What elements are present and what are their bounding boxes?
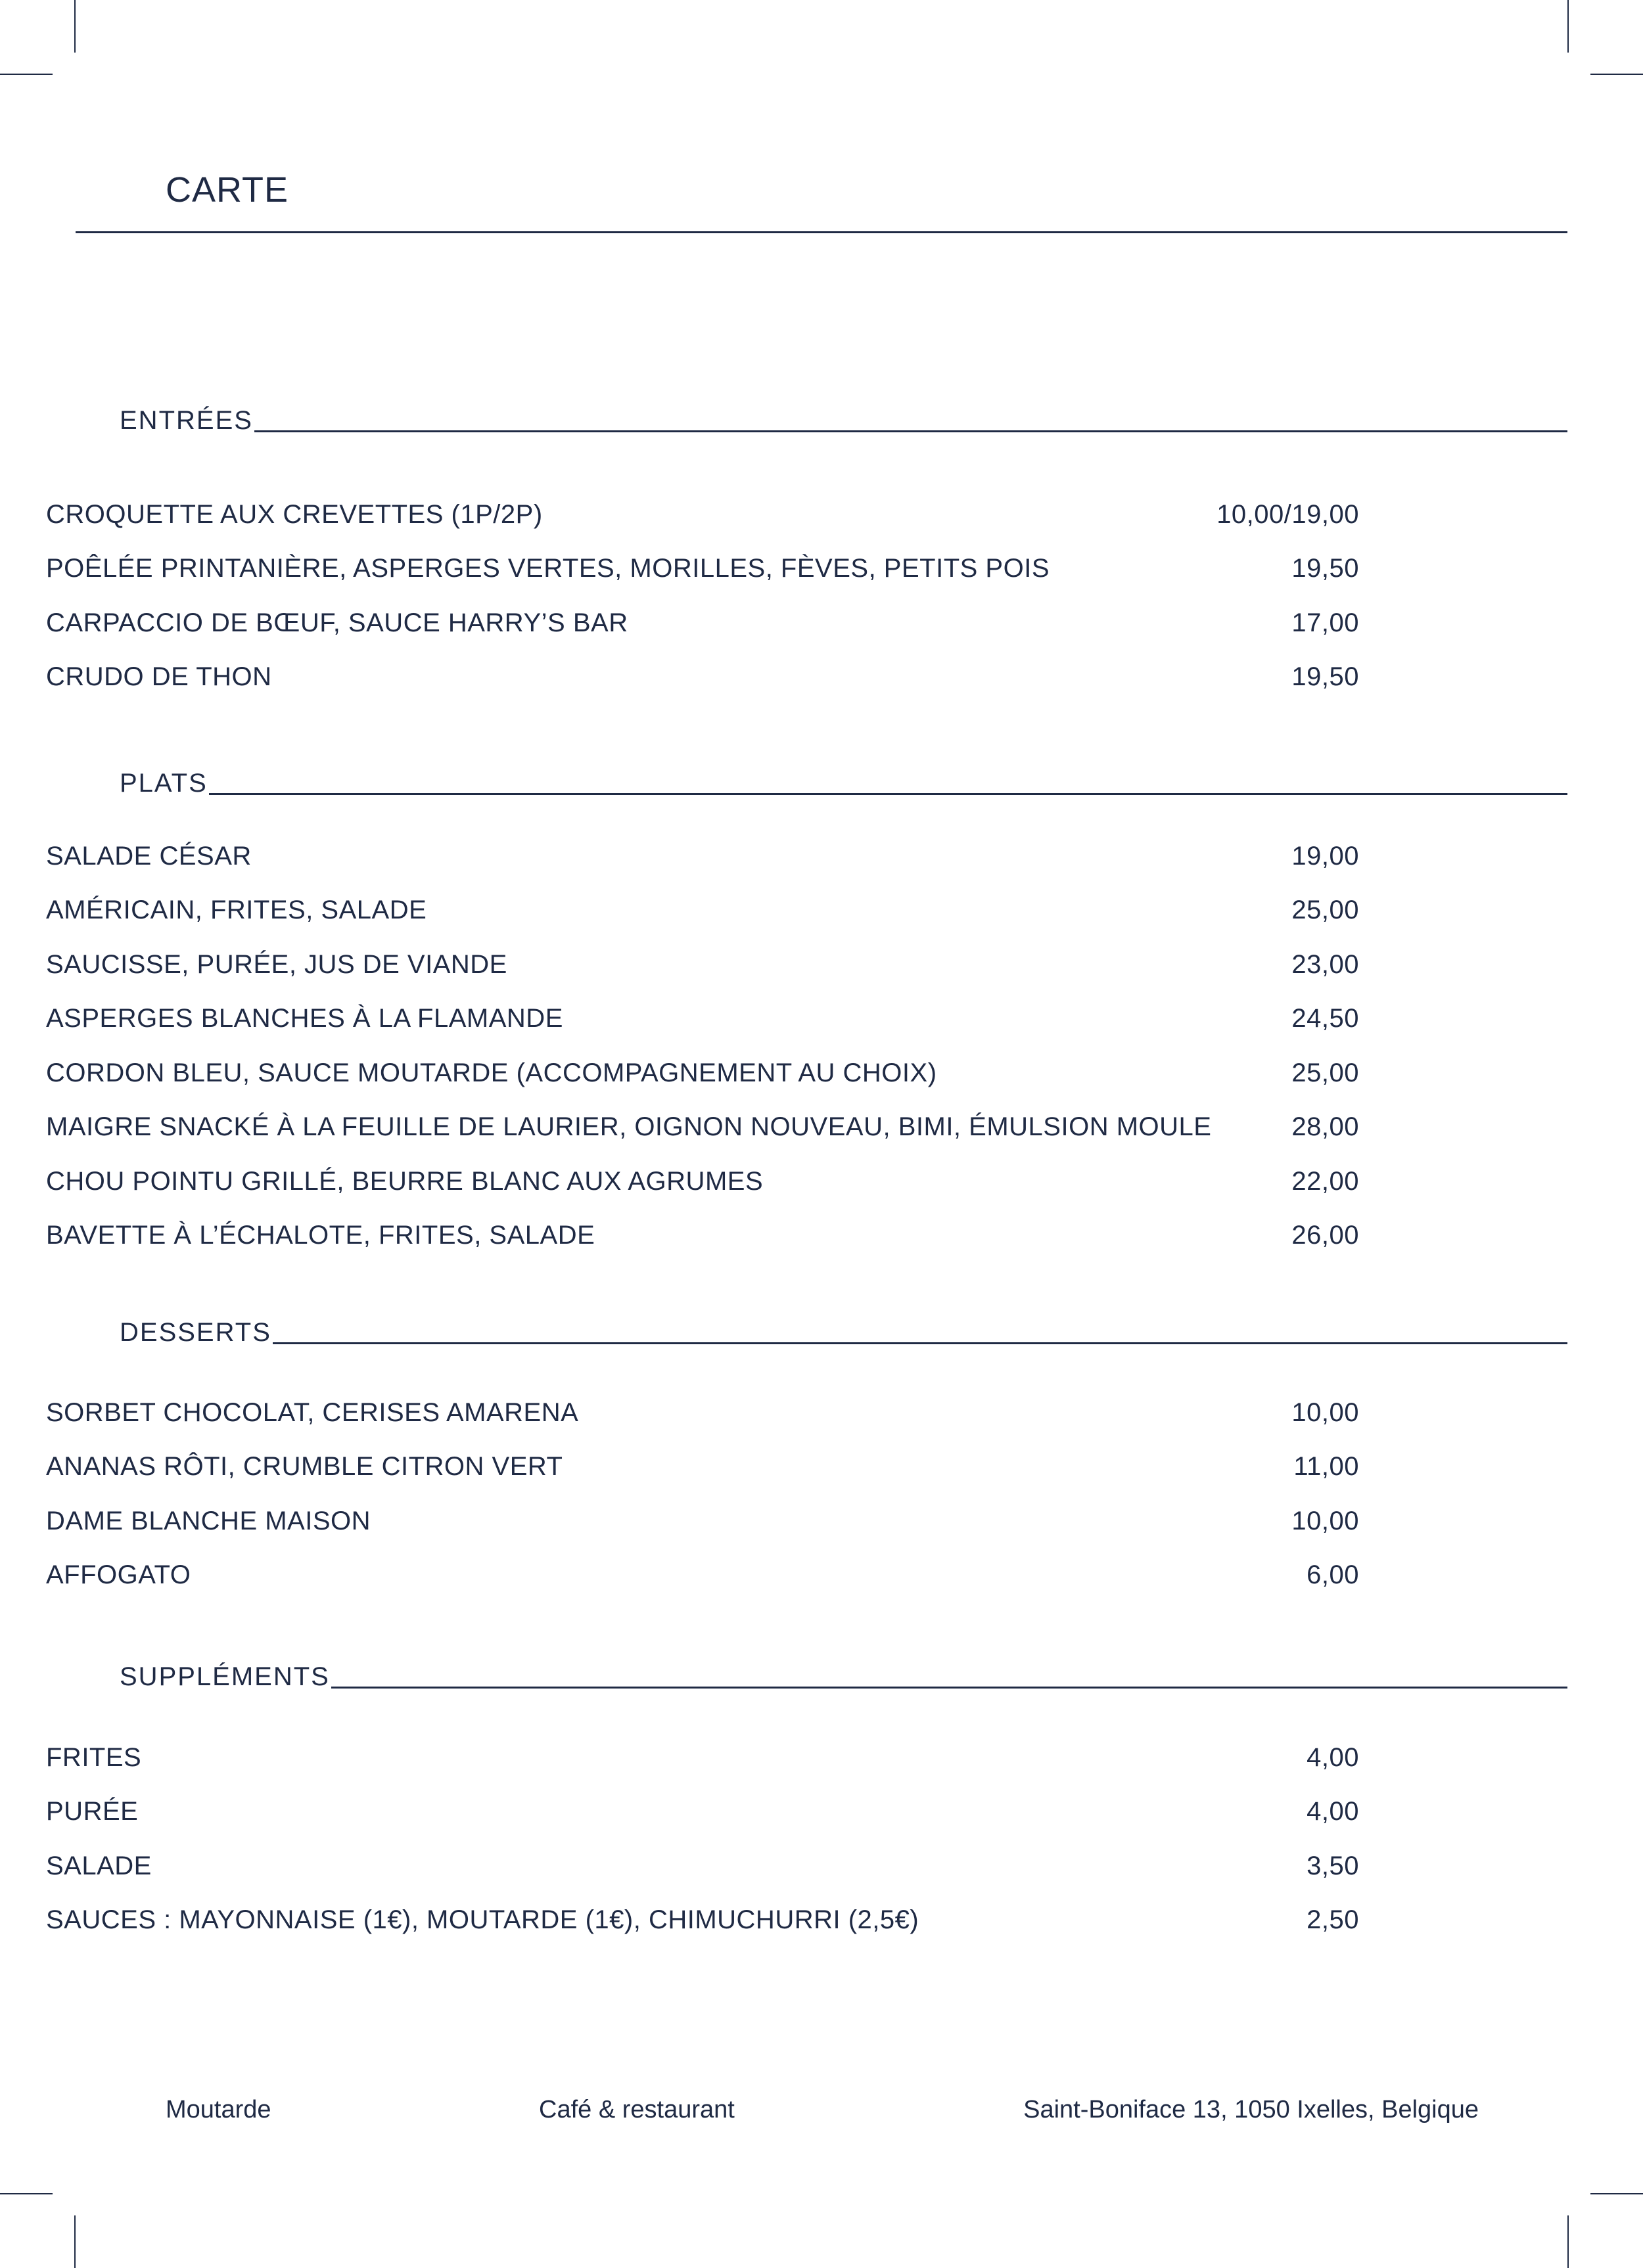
item-price: 23,00 <box>1291 949 1359 979</box>
crop-mark-top-right-horizontal <box>1590 74 1643 75</box>
crop-mark-bottom-right-horizontal <box>1590 2193 1643 2194</box>
menu-item <box>46 992 1359 1047</box>
item-price: 28,00 <box>1291 1112 1359 1142</box>
crop-mark-top-right-vertical <box>1567 0 1569 53</box>
section-header <box>120 1650 1567 1690</box>
item-name: CARPACCIO DE BŒUF, SAUCE HARRY’S BAR <box>46 608 628 637</box>
item-price: 19,50 <box>1291 662 1359 692</box>
item-name: CHOU POINTU GRILLÉ, BEURRE BLANC AUX AGRUMES <box>46 1166 764 1196</box>
section-title: DESSERTS <box>120 1318 271 1347</box>
item-price: 25,00 <box>1291 1058 1359 1087</box>
section-header <box>120 394 1567 434</box>
item-price: 10,00 <box>1291 1397 1359 1427</box>
item-name: SALADE CÉSAR <box>46 841 252 871</box>
menu-item <box>46 596 1359 650</box>
desserts-list <box>46 1386 1359 1602</box>
menu-item <box>46 1894 1359 1948</box>
title-divider <box>76 231 1567 233</box>
section-supplements <box>120 1650 1567 1690</box>
item-name: PURÉE <box>46 1797 139 1826</box>
section-rule <box>254 430 1567 432</box>
footer-tagline: Café & restaurant <box>539 2096 735 2123</box>
section-plats <box>120 757 1567 796</box>
item-name: SORBET CHOCOLAT, CERISES AMARENA <box>46 1397 579 1427</box>
item-name: SAUCES : MAYONNAISE (1€), MOUTARDE (1€), CHIMUCHURRI (2,5€) <box>46 1905 919 1935</box>
item-name: AFFOGATO <box>46 1560 191 1590</box>
menu-item <box>46 542 1359 597</box>
item-price: 19,00 <box>1291 841 1359 871</box>
menu-item <box>46 1549 1359 1603</box>
section-title: ENTRÉES <box>120 406 253 435</box>
entrees-list <box>46 488 1359 704</box>
crop-mark-bottom-left-horizontal <box>0 2193 53 2194</box>
item-name: AMÉRICAIN, FRITES, SALADE <box>46 896 427 925</box>
menu-item <box>46 938 1359 992</box>
item-name: SALADE <box>46 1851 152 1880</box>
menu-item <box>46 1440 1359 1495</box>
item-name: FRITES <box>46 1742 142 1772</box>
plats-list <box>46 829 1359 1263</box>
menu-item <box>46 1386 1359 1440</box>
item-name: SAUCISSE, PURÉE, JUS DE VIANDE <box>46 949 507 979</box>
crop-mark-top-left-horizontal <box>0 74 53 75</box>
section-rule <box>273 1342 1567 1344</box>
item-price: 4,00 <box>1307 1797 1359 1826</box>
item-price: 4,00 <box>1307 1742 1359 1772</box>
item-name: BAVETTE À L’ÉCHALOTE, FRITES, SALADE <box>46 1221 595 1250</box>
menu-item <box>46 1839 1359 1894</box>
item-price: 6,00 <box>1307 1560 1359 1590</box>
item-price: 2,50 <box>1307 1905 1359 1935</box>
menu-item <box>46 1046 1359 1100</box>
footer <box>166 2096 1479 2129</box>
item-name: ANANAS RÔTI, CRUMBLE CITRON VERT <box>46 1452 563 1482</box>
item-price: 3,50 <box>1307 1851 1359 1880</box>
section-title: SUPPLÉMENTS <box>120 1662 330 1691</box>
item-price: 25,00 <box>1291 896 1359 925</box>
menu-item <box>46 1100 1359 1155</box>
section-desserts <box>120 1306 1567 1346</box>
footer-brand: Moutarde <box>166 2096 271 2123</box>
item-name: ASPERGES BLANCHES À LA FLAMANDE <box>46 1004 563 1033</box>
item-name: CROQUETTE AUX CREVETTES (1P/2P) <box>46 499 543 529</box>
supplements-list <box>46 1731 1359 1947</box>
item-price: 26,00 <box>1291 1221 1359 1250</box>
crop-mark-bottom-left-vertical <box>74 2215 76 2268</box>
section-title: PLATS <box>120 769 208 798</box>
menu-item <box>46 1785 1359 1840</box>
menu-item <box>46 1154 1359 1209</box>
section-header <box>120 757 1567 796</box>
item-name: MAIGRE SNACKÉ À LA FEUILLE DE LAURIER, OIGNON NOUVEAU, BIMI, ÉMULSION MOULE <box>46 1112 1212 1142</box>
page-title: CARTE <box>166 170 289 210</box>
item-price: 22,00 <box>1291 1166 1359 1196</box>
menu-item <box>46 650 1359 705</box>
item-price: 10,00/19,00 <box>1216 499 1359 529</box>
section-header <box>120 1306 1567 1346</box>
footer-address: Saint-Boniface 13, 1050 Ixelles, Belgique <box>1023 2096 1479 2123</box>
item-price: 11,00 <box>1293 1452 1359 1482</box>
menu-item <box>46 884 1359 938</box>
menu-item <box>46 1494 1359 1549</box>
menu-item <box>46 1209 1359 1263</box>
item-price: 19,50 <box>1291 554 1359 583</box>
item-name: DAME BLANCHE MAISON <box>46 1506 371 1535</box>
item-name: CRUDO DE THON <box>46 662 272 692</box>
section-rule <box>209 793 1567 795</box>
crop-mark-bottom-right-vertical <box>1567 2215 1569 2268</box>
section-entrees <box>120 394 1567 434</box>
menu-item <box>46 488 1359 542</box>
item-price: 10,00 <box>1291 1506 1359 1535</box>
menu-item <box>46 1731 1359 1785</box>
section-rule <box>331 1687 1567 1689</box>
item-name: POÊLÉE PRINTANIÈRE, ASPERGES VERTES, MORILLES, FÈVES, PETITS POIS <box>46 554 1050 583</box>
item-price: 17,00 <box>1291 608 1359 637</box>
menu-item <box>46 829 1359 884</box>
item-name: CORDON BLEU, SAUCE MOUTARDE (ACCOMPAGNEMENT AU CHOIX) <box>46 1058 937 1087</box>
crop-mark-top-left-vertical <box>74 0 76 53</box>
item-price: 24,50 <box>1291 1004 1359 1033</box>
